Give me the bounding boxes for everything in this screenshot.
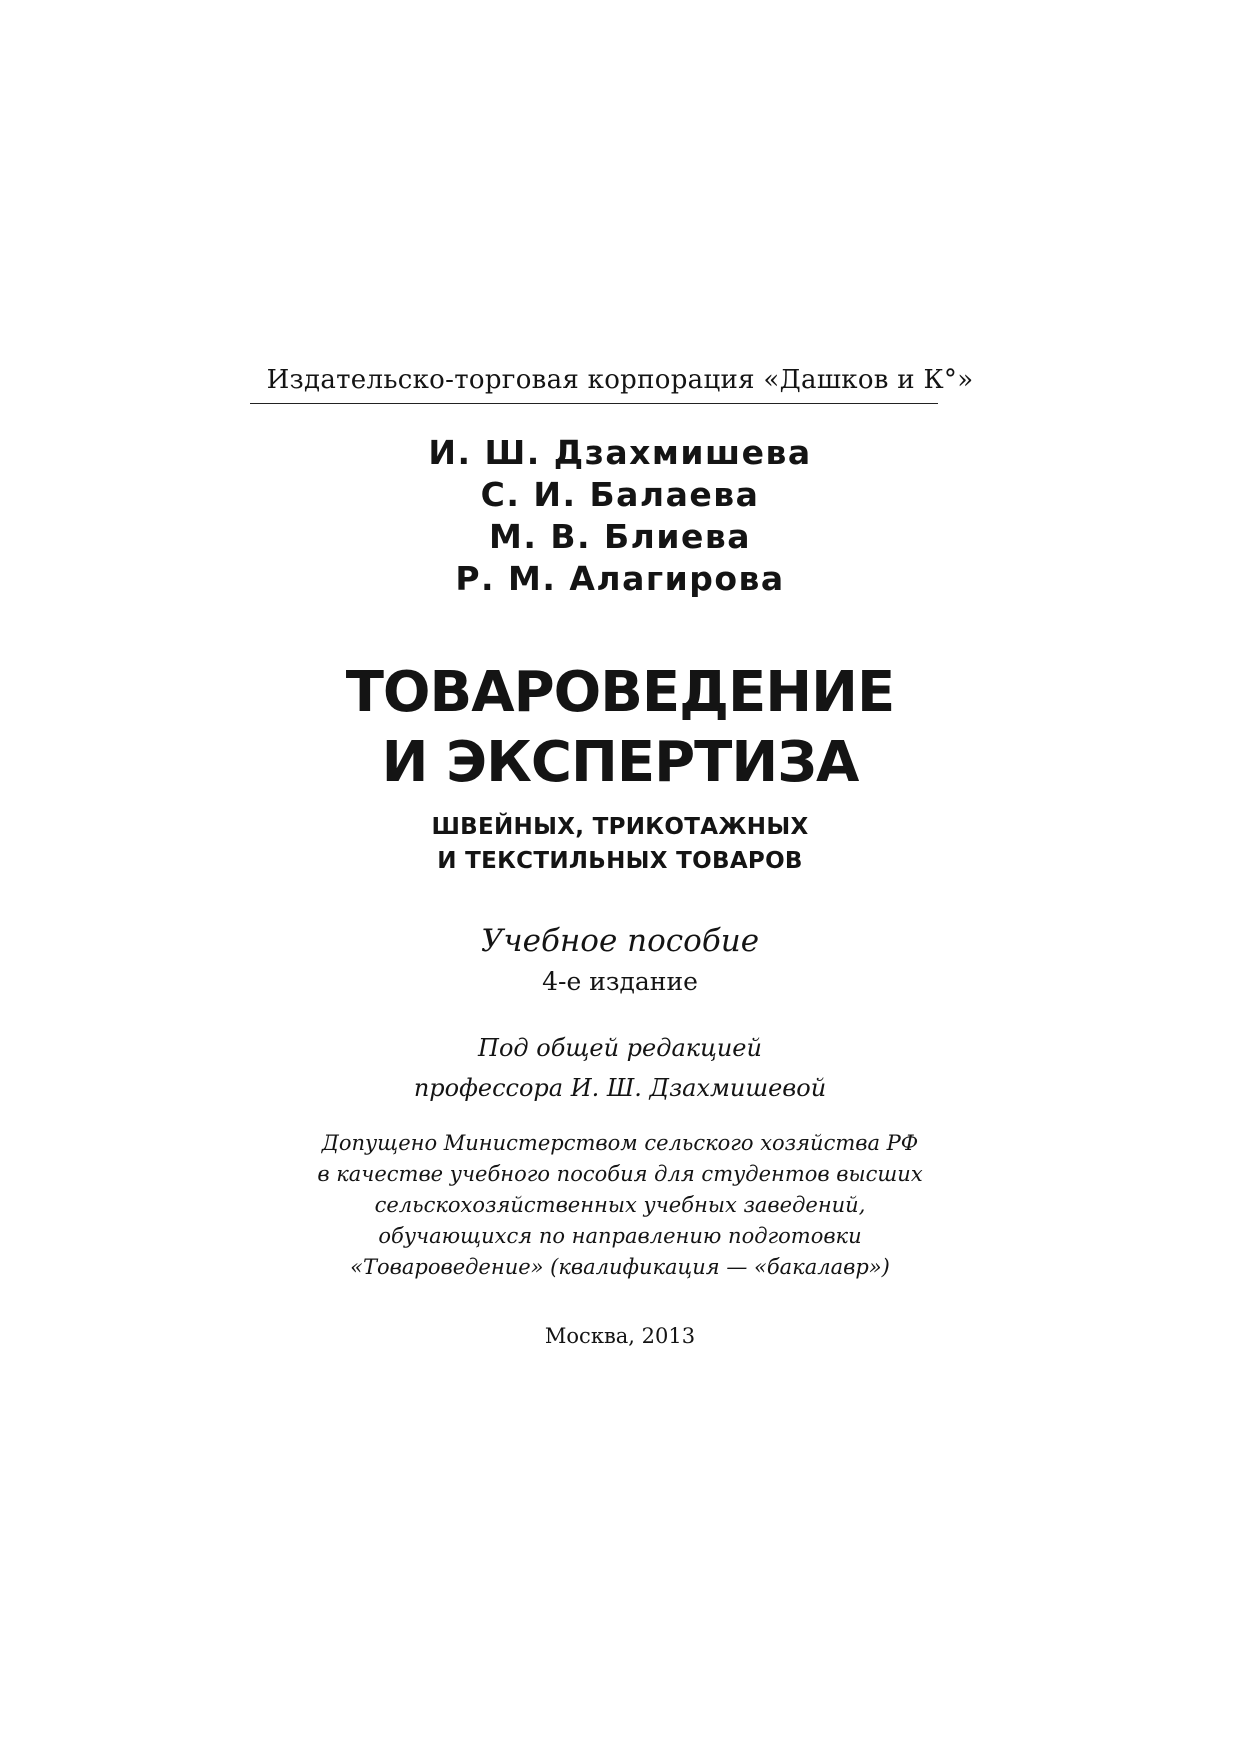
approval-statement	[0, 1128, 1240, 1283]
author-3: М. В. Блиева	[488, 517, 752, 556]
book-genre: Учебное пособие	[480, 923, 760, 959]
book-subtitle-line-2: И ТЕКСТИЛЬНЫХ ТОВАРОВ	[437, 848, 803, 874]
imprint-place-year: Москва, 2013	[544, 1324, 696, 1348]
editor-note-line-1: Под общей редакцией	[478, 1034, 762, 1062]
editor-note-line-2: профессора И. Ш. Дзахмишевой	[413, 1074, 827, 1102]
author-4: Р. М. Алагирова	[455, 559, 785, 598]
approval-line-3: сельскохозяйственных учебных заведений,	[374, 1193, 866, 1217]
author-2: С. И. Балаева	[480, 475, 760, 514]
approval-line-5: «Товароведение» (квалификация — «бакалавр»)	[350, 1255, 890, 1279]
approval-line-4: обучающихся по направлению подготовки	[378, 1224, 862, 1248]
approval-line-1: Допущено Министерством сельского хозяйства РФ	[321, 1131, 919, 1155]
publisher-name: Издательско-торговая корпорация «Дашков и К°»	[266, 365, 974, 395]
approval-line-2: в качестве учебного пособия для студентов высших	[317, 1162, 923, 1186]
book-title	[0, 658, 1240, 798]
book-title-line-1: ТОВАРОВЕДЕНИЕ	[345, 660, 895, 725]
editor-note	[0, 1028, 1240, 1108]
book-edition: 4-е издание	[542, 967, 698, 996]
author-1: И. Ш. Дзахмишева	[428, 433, 812, 472]
authors-list	[0, 432, 1240, 600]
book-title-line-2: И ЭКСПЕРТИЗА	[381, 730, 859, 795]
publisher-underline	[250, 403, 938, 404]
book-subtitle-line-1: ШВЕЙНЫХ, ТРИКОТАЖНЫХ	[431, 814, 809, 840]
book-subtitle	[0, 810, 1240, 878]
